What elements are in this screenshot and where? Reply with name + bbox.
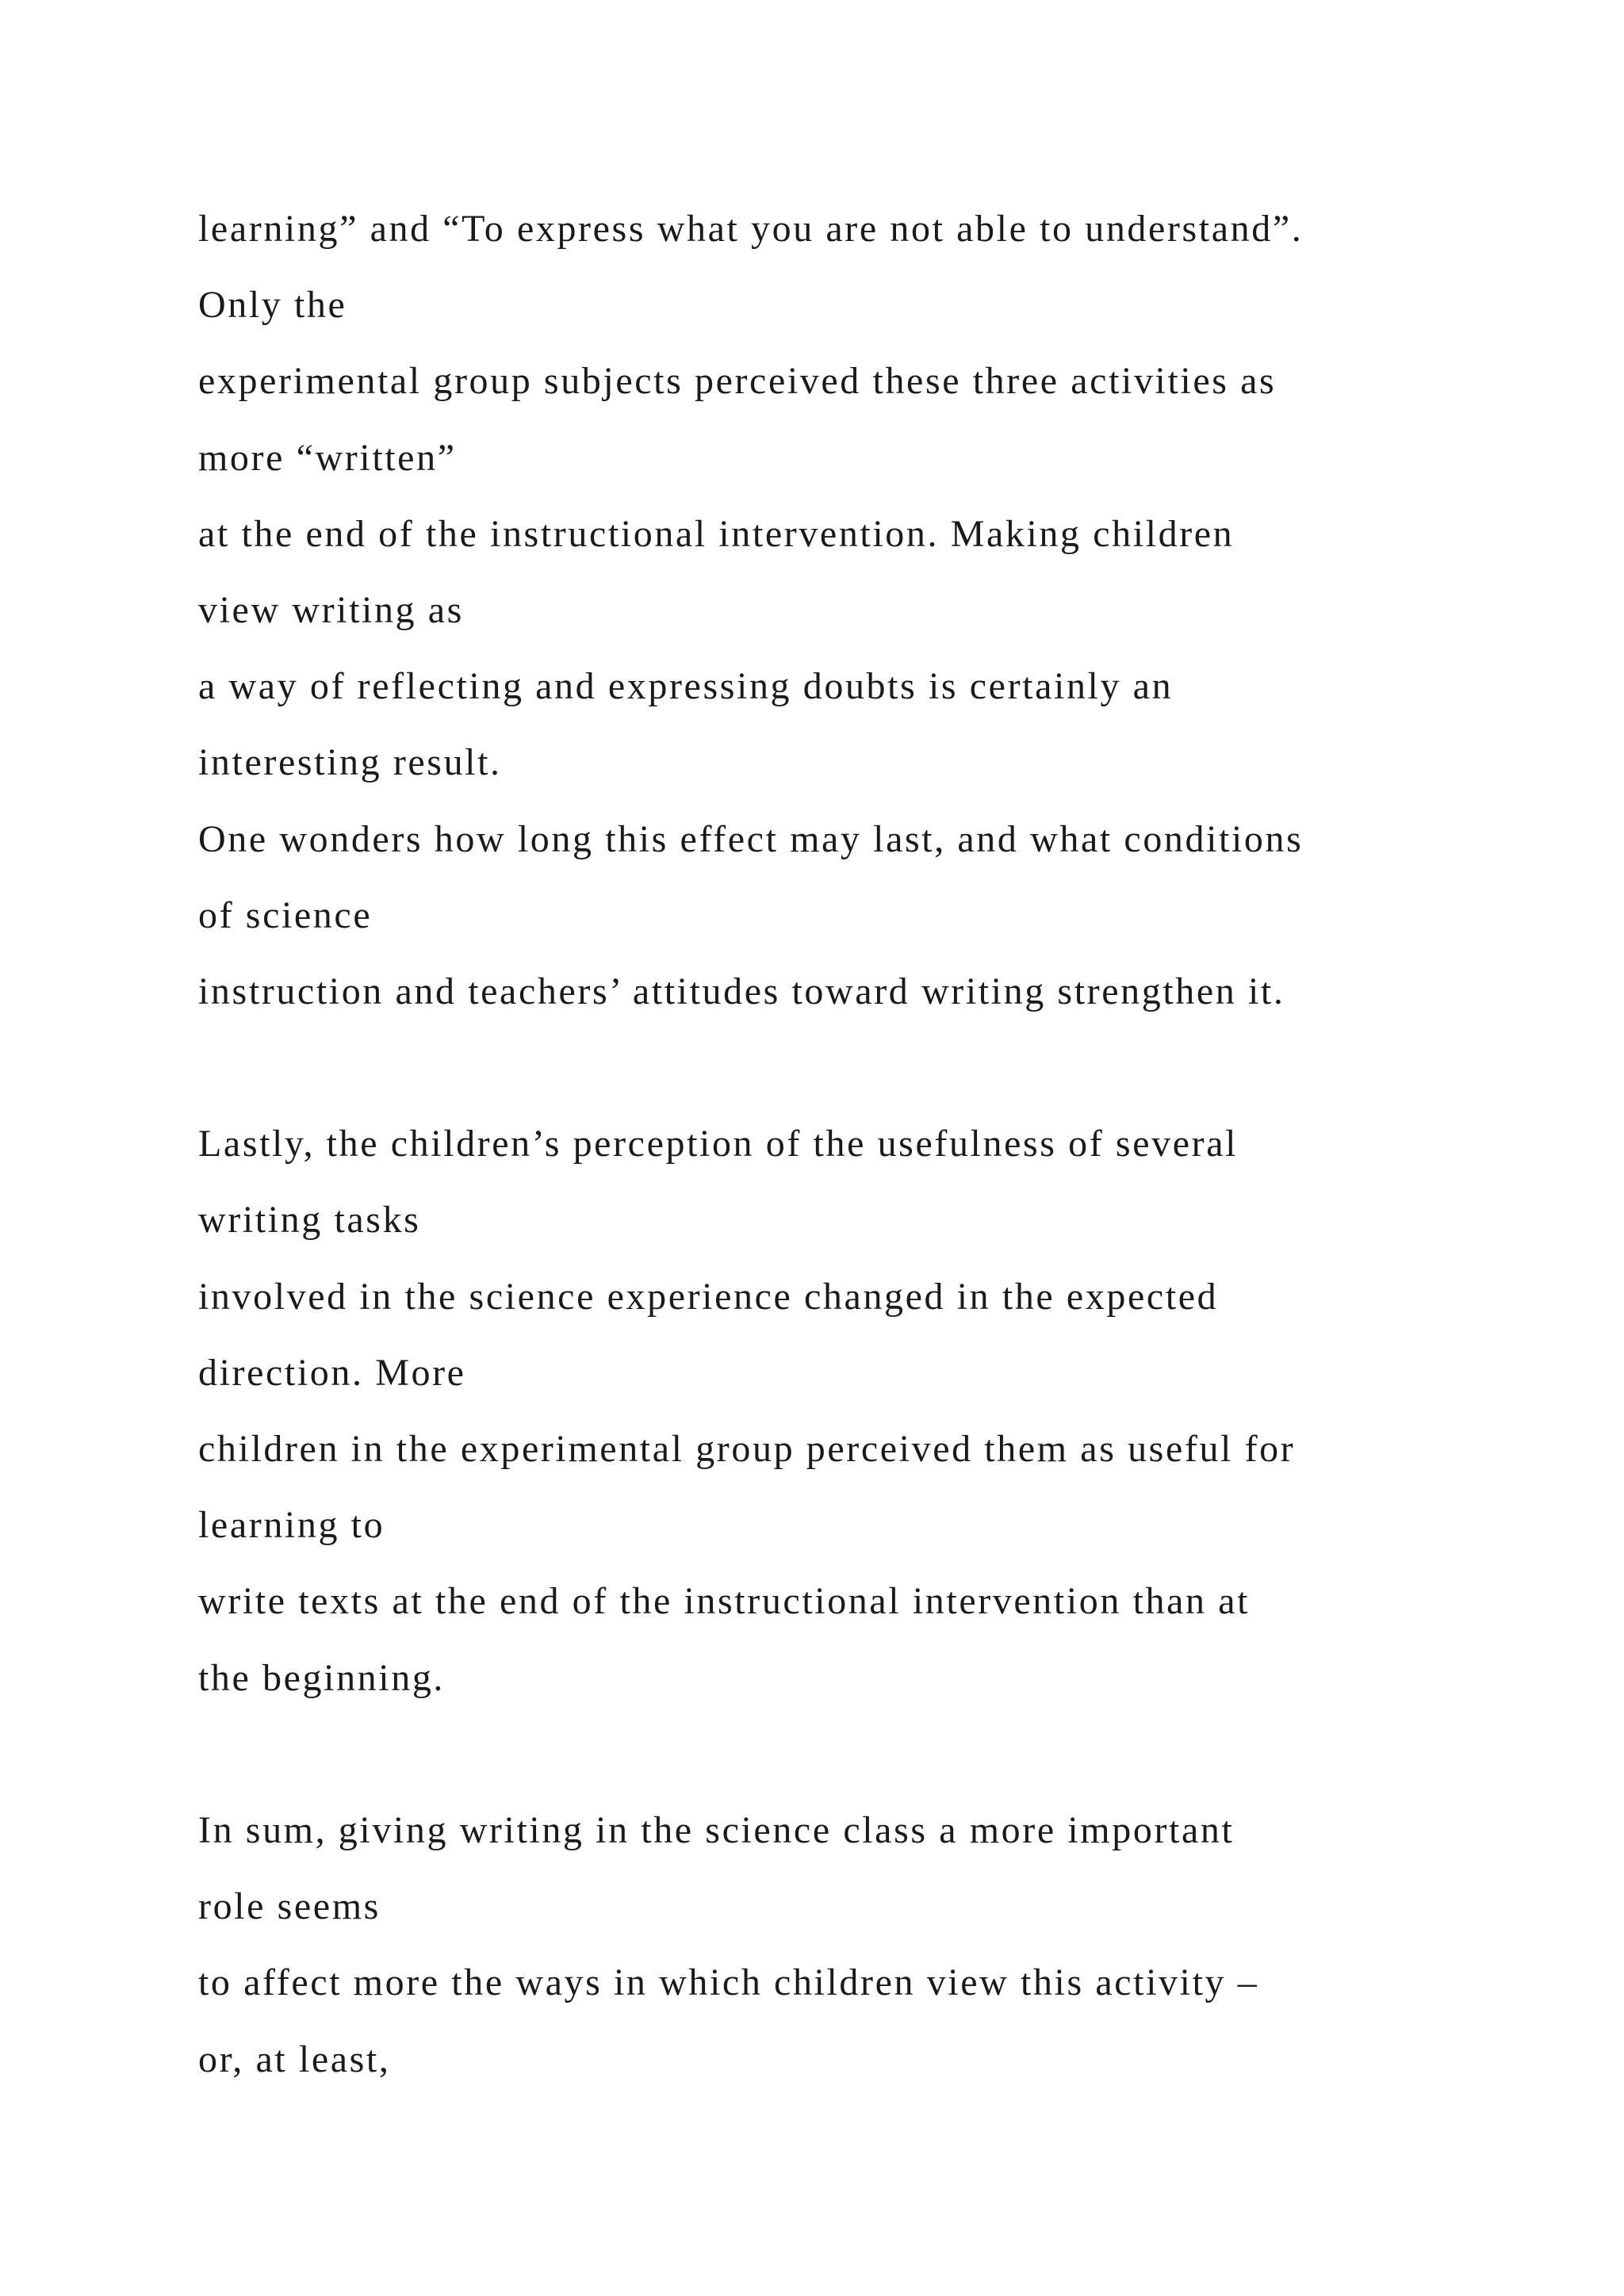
- text-line: writing tasks: [198, 1199, 421, 1242]
- text-line: more “written”: [198, 436, 457, 479]
- text-line: In sum, giving writing in the science class a more important: [198, 1808, 1235, 1851]
- text-line: write texts at the end of the instructional intervention than at: [198, 1580, 1251, 1623]
- text-line: view writing as: [198, 588, 464, 631]
- text-line: involved in the science experience changed in the expected: [198, 1275, 1219, 1318]
- body-text: [198, 191, 1546, 2098]
- text-line: children in the experimental group perceived them as useful for: [198, 1428, 1296, 1470]
- text-line: Lastly, the children’s perception of the usefulness of several: [198, 1123, 1239, 1165]
- text-line: a way of reflecting and expressing doubts is certainly an: [198, 665, 1174, 708]
- text-line: to affect more the ways in which children view this activity –: [198, 1961, 1259, 2004]
- blank-line: [198, 1030, 1546, 1106]
- text-line: instruction and teachers’ attitudes toward writing strengthen it.: [198, 970, 1285, 1012]
- text-line: Only the: [198, 284, 347, 327]
- text-line: of science: [198, 894, 373, 936]
- blank-line: [198, 1716, 1546, 1793]
- text-line: interesting result.: [198, 741, 502, 784]
- text-line: One wonders how long this effect may last, and what conditions: [198, 817, 1304, 860]
- text-line: role seems: [198, 1885, 381, 1928]
- text-line: direction. More: [198, 1351, 466, 1394]
- text-line: or, at least,: [198, 2038, 391, 2080]
- text-line: at the end of the instructional intervention. Making children: [198, 512, 1235, 555]
- text-line: the beginning.: [198, 1656, 446, 1699]
- text-line: learning” and “To express what you are not able to understand”.: [198, 208, 1304, 250]
- text-line: experimental group subjects perceived these three activities as: [198, 360, 1277, 403]
- text-line: learning to: [198, 1504, 385, 1547]
